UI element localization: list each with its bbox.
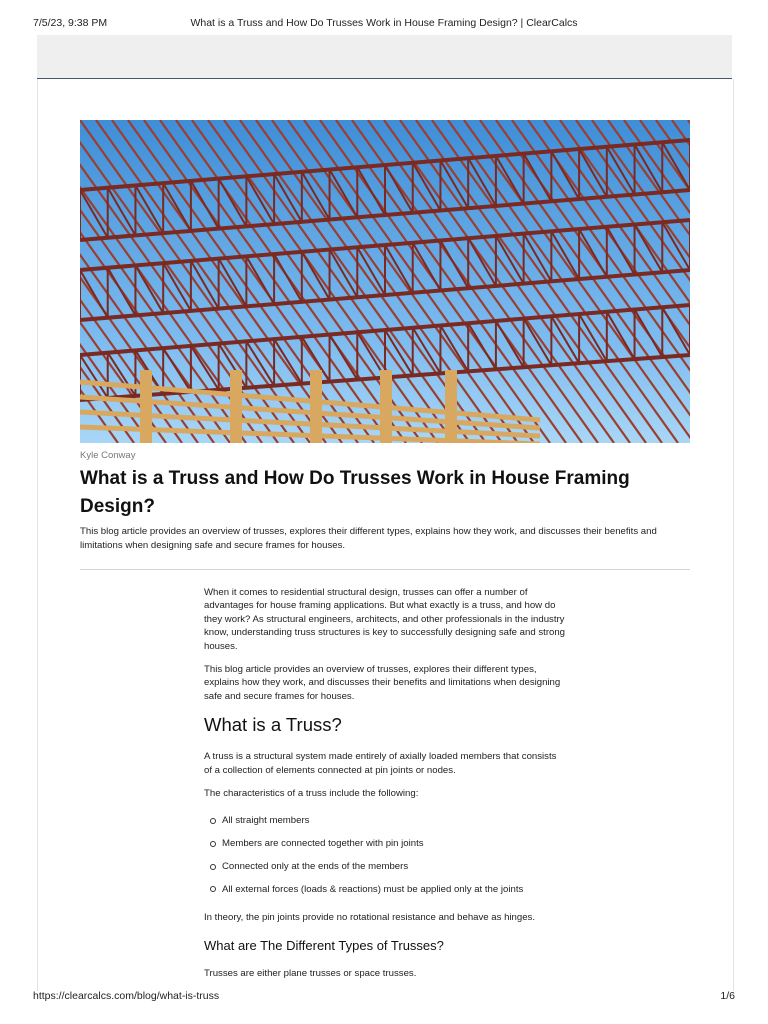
article-body: [204, 586, 566, 990]
list-item: All external forces (loads & reactions) must be applied only at the joints: [204, 883, 566, 896]
intro-paragraph-2: This blog article provides an overview of trusses, explores their different types, explains how they work, and discusses their benefits and limitations when designing safe and secure frames for houses.: [204, 664, 561, 702]
truss-definition: A truss is a structural system made entirely of axially loaded members that consists of a collection of elements connected at pin joints or nodes.: [204, 751, 557, 776]
circle-bullet-icon: [210, 864, 216, 870]
circle-bullet-icon: [210, 841, 216, 847]
author-name[interactable]: Kyle Conway: [80, 450, 136, 461]
article-title: What is a Truss and How Do Trusses Work in House Framing Design?: [80, 468, 630, 517]
truss-illustration: [80, 120, 690, 443]
list-item: Connected only at the ends of the members: [204, 860, 566, 873]
print-datetime: 7/5/23, 9:38 PM: [33, 17, 108, 29]
print-header: [33, 17, 735, 31]
section-divider: [80, 569, 690, 570]
print-document-title: What is a Truss and How Do Trusses Work in House Framing Design? | ClearCalcs: [190, 17, 578, 29]
list-item: Members are connected together with pin joints: [204, 837, 566, 850]
circle-bullet-icon: [210, 818, 216, 824]
hero-image: [80, 120, 690, 443]
types-intro: Trusses are either plane trusses or space trusses.: [204, 967, 417, 979]
pin-joints-note: In theory, the pin joints provide no rotational resistance and behave as hinges.: [204, 912, 536, 924]
characteristics-list: [204, 814, 566, 896]
heading-what-is-truss: What is a Truss?: [204, 714, 342, 736]
circle-bullet-icon: [210, 886, 216, 892]
print-footer: [33, 990, 735, 1004]
article-summary: This blog article provides an overview of trusses, explores their different types, explains how they work, and discusses their benefits and limitations when designing safe and secure frames for houses.: [80, 526, 657, 551]
page-indicator: 1/6: [720, 990, 735, 1002]
site-top-bar: [37, 35, 732, 79]
intro-paragraph-1: When it comes to residential structural design, trusses can offer a number of advantages for house framing applications. But what exactly is a truss, and how do they work? As structural engineers, architects, and other professionals in the industry know, understanding truss structures is key to successfully designing safe and strong houses.: [204, 587, 566, 652]
print-url[interactable]: https://clearcalcs.com/blog/what-is-truss: [33, 990, 220, 1002]
characteristics-intro: The characteristics of a truss include the following:: [204, 788, 419, 800]
list-item: All straight members: [204, 814, 566, 827]
heading-types-of-trusses: What are The Different Types of Trusses?: [204, 937, 444, 953]
